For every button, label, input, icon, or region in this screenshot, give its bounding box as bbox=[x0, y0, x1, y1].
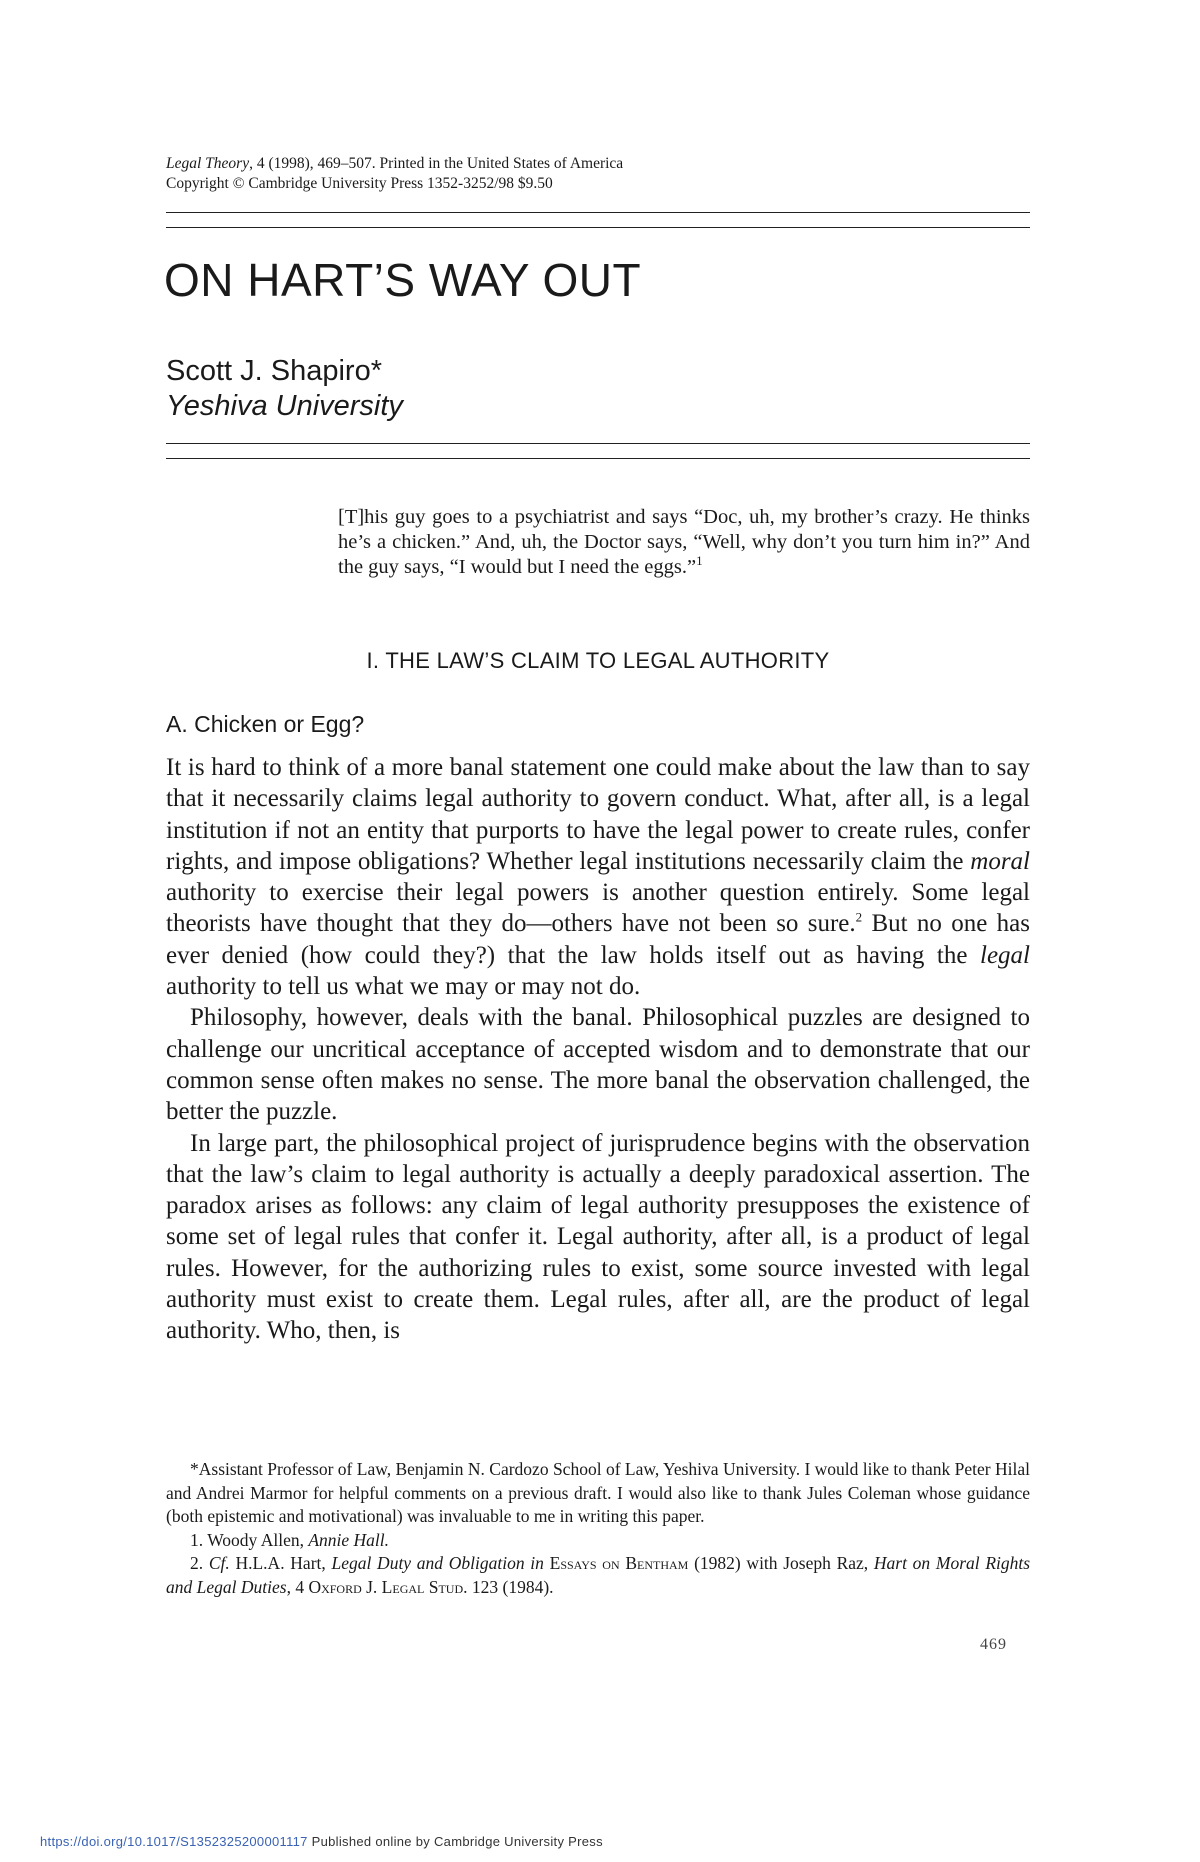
copyright-line: Copyright © Cambridge University Press 1352-3252/98 $9.50 bbox=[166, 175, 553, 192]
footnote-2-number: 2. bbox=[190, 1553, 204, 1573]
footnote-1-author: Woody Allen, bbox=[207, 1529, 304, 1550]
header-rule-top bbox=[166, 212, 1030, 213]
footnote-1-work: Annie Hall. bbox=[308, 1529, 390, 1550]
publisher-note: Published online by Cambridge University Press bbox=[307, 1834, 603, 1849]
body-paragraph-1 bbox=[166, 752, 1030, 1002]
epigraph-text: [T]his guy goes to a psychiatrist and says “Doc, uh, my brother’s crazy. He thinks he’s a chicken.” And, uh, the Doctor says, “Well, why don’t you turn him in?” And the guy says, “I would but I need the eggs.” bbox=[338, 506, 1030, 578]
footnote-2 bbox=[166, 1552, 1030, 1599]
footnotes bbox=[166, 1458, 1030, 1599]
footnote-1-number: 1. bbox=[190, 1529, 204, 1550]
page-number: 469 bbox=[980, 1636, 1007, 1653]
footnote-ref-1[interactable]: 1 bbox=[696, 553, 703, 569]
footnote-2-book: Essays on Bentham bbox=[549, 1553, 689, 1573]
footnote-author-note: *Assistant Professor of Law, Benjamin N. Cardozo School of Law, Yeshiva University. I would like to thank Peter Hilal and Andrei Marmor for helpful comments on a previous draft. I would also like to thank Jules Coleman whose guidance (both epistemic and motivational) was invaluable to me in writing this paper. bbox=[166, 1459, 1030, 1526]
epigraph bbox=[338, 505, 1030, 580]
article-body bbox=[166, 752, 1030, 1347]
footnote-2-work-2: Hart on Moral Rights and Legal Duties bbox=[166, 1553, 1031, 1597]
subsection-heading: A. Chicken or Egg? bbox=[166, 711, 365, 737]
footnote-2-text-c: , 4 Oxford J. Legal Stud. 123 (1984). bbox=[286, 1576, 554, 1597]
author-name: Scott J. Shapiro* bbox=[166, 355, 382, 387]
author-affiliation: Yeshiva University bbox=[166, 390, 403, 422]
body-paragraph-3: In large part, the philosophical project of jurisprudence begins with the observation that the law’s claim to legal authority is actually a deeply paradoxical assertion. The paradox arises as follows: any claim of legal authority presupposes the existence of some set of legal rules that confer it. Legal authority, after all, is a product of legal rules. However, for the authorizing rules to exist, some source invested with legal authority must exist to create them. Legal rules, after all, are the product of legal authority. Who, then, is bbox=[166, 1129, 1030, 1345]
footnote-2-text-b: (1982) with Joseph Raz, bbox=[694, 1553, 869, 1573]
footnote-1 bbox=[166, 1529, 1030, 1553]
section-heading: I. THE LAW’S CLAIM TO LEGAL AUTHORITY bbox=[366, 648, 830, 673]
doi-link[interactable]: https://doi.org/10.1017/S1352325200001117 bbox=[40, 1834, 308, 1849]
journal-name: Legal Theory bbox=[166, 155, 250, 172]
footnote-2-work-1: Legal Duty and Obligation bbox=[331, 1553, 525, 1573]
p1-emphasis-legal: legal bbox=[980, 941, 1030, 969]
citation-line bbox=[166, 154, 1036, 174]
header-rule-bottom bbox=[166, 227, 1030, 228]
footnote-2-in: in bbox=[530, 1553, 544, 1573]
p1-text-d: authority to tell us what we may or may not do. bbox=[166, 973, 641, 1001]
footnote-2-text-a: H.L.A. Hart, bbox=[235, 1553, 326, 1573]
body-paragraph-2: Philosophy, however, deals with the banal. Philosophical puzzles are designed to challenge our uncritical acceptance of accepted wisdom and to demonstrate that our common sense often makes no sense. The more banal the observation challenged, the better the puzzle. bbox=[166, 1004, 1030, 1126]
p1-text-c: But no one has ever denied (how could they?) that the law holds itself out as having the bbox=[166, 910, 1031, 969]
p1-text-a: It is hard to think of a more banal statement one could make about the law than to say that it necessarily claims legal authority to govern conduct. What, after all, is a legal institution if not an entity that purports to have the legal power to create rules, confer rights, and impose obligations? Whether legal institutions necessarily claim the bbox=[166, 754, 1030, 875]
footnote-ref-2[interactable]: 2 bbox=[855, 910, 863, 926]
p1-emphasis-moral: moral bbox=[970, 847, 1030, 875]
title-rule-top bbox=[166, 443, 1030, 444]
citation-details: , 4 (1998), 469–507. Printed in the United States of America bbox=[249, 155, 624, 172]
journal-citation-header bbox=[166, 154, 1036, 194]
title-rule-bottom bbox=[166, 458, 1030, 459]
doi-footer bbox=[40, 1834, 603, 1849]
footnote-2-cf: Cf. bbox=[208, 1553, 230, 1573]
article-title: ON HART’S WAY OUT bbox=[164, 254, 642, 306]
p1-text-b: authority to exercise their legal powers is another question entirely. Some legal theorists have thought that they do—others have not been so sure. bbox=[166, 879, 1030, 938]
